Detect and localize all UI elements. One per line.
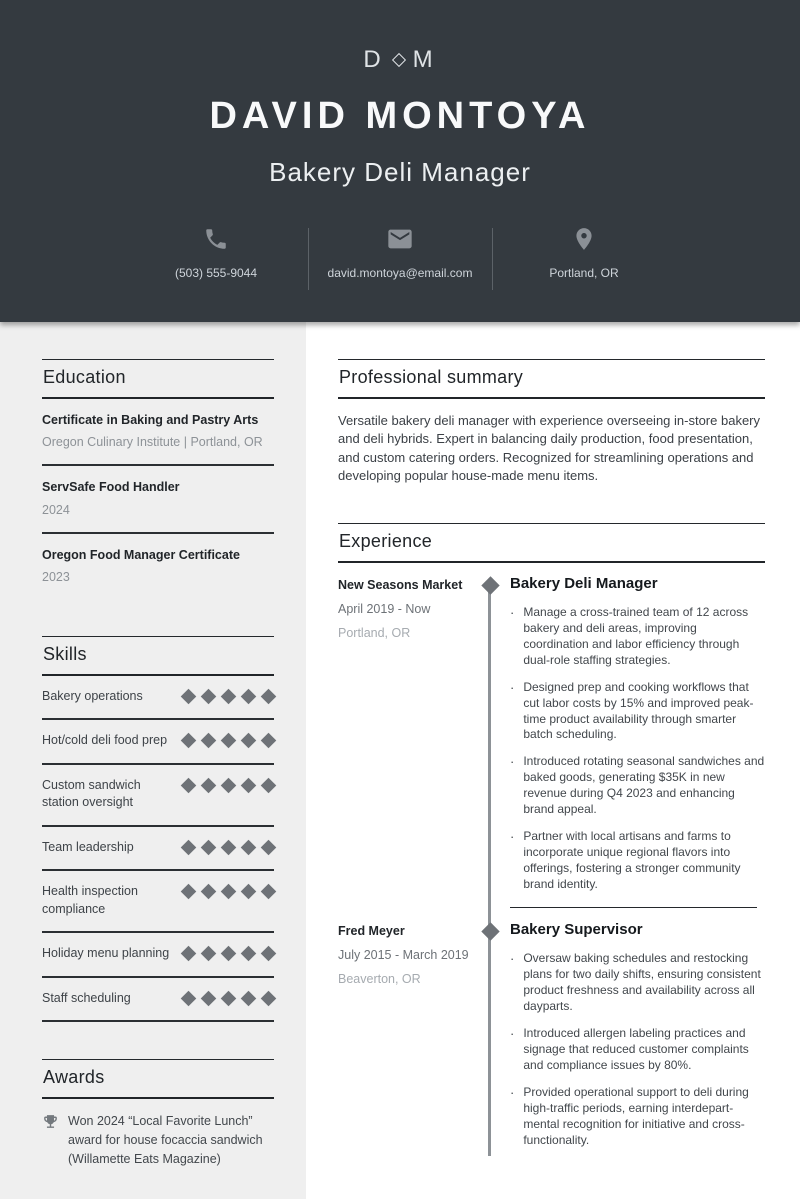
rating-diamond-icon bbox=[201, 990, 217, 1006]
job-company: Fred Meyer bbox=[338, 924, 405, 939]
bullet-text: Provided operational support to deli during high-traffic periods, earning interdepart-mental recognition for initiative and cross-functionality. bbox=[523, 1084, 749, 1147]
education-item-title: Oregon Food Manager Certificate bbox=[42, 547, 240, 562]
education-item-title: Certificate in Baking and Pastry Arts bbox=[42, 413, 259, 427]
monogram-left-letter: D bbox=[363, 46, 385, 73]
skill-label: Staff scheduling bbox=[42, 990, 131, 1005]
bullet-dot-icon: · bbox=[510, 754, 515, 770]
rating-diamond-icon bbox=[181, 839, 197, 855]
job-bullet bbox=[510, 605, 765, 669]
bullet-dot-icon: · bbox=[510, 679, 515, 695]
education-item-subtitle: Oregon Culinary Institute | Portland, OR bbox=[42, 435, 263, 450]
rating-diamond-icon bbox=[181, 733, 197, 749]
email-address: david.montoya@email.com bbox=[327, 266, 473, 280]
resume-header bbox=[0, 0, 800, 322]
summary-heading: Professional summary bbox=[339, 367, 524, 387]
resume-body bbox=[0, 322, 800, 1199]
award-item bbox=[42, 1099, 274, 1168]
awards-section bbox=[42, 1059, 274, 1168]
job-content bbox=[510, 922, 765, 1159]
skill-label: Bakery operations bbox=[42, 688, 143, 703]
contact-email bbox=[309, 224, 492, 290]
contact-phone bbox=[125, 224, 308, 290]
rating-diamond-icon bbox=[221, 777, 237, 793]
education-item bbox=[42, 534, 274, 599]
rating-diamond-icon bbox=[181, 777, 197, 793]
education-item bbox=[42, 466, 274, 533]
phone-icon bbox=[203, 224, 229, 254]
education-item-subtitle: 2023 bbox=[42, 569, 70, 584]
bullet-dot-icon: · bbox=[510, 829, 515, 845]
skill-row bbox=[42, 720, 274, 765]
rating-diamond-icon bbox=[221, 733, 237, 749]
skill-row bbox=[42, 933, 274, 978]
skill-row bbox=[42, 676, 274, 721]
job-entry bbox=[338, 922, 765, 1159]
summary-text: Versatile bakery deli manager with experience overseeing in-store bakery and deli hybrids. Expert in balancing daily production, food presentation, and custom catering orders. Recognized for streamlining operations and developing popular house-made menu items. bbox=[338, 413, 760, 484]
location-icon bbox=[571, 224, 597, 254]
skill-label: Custom sandwich station oversight bbox=[42, 777, 141, 810]
phone-number: (503) 555-9044 bbox=[174, 266, 258, 280]
bullet-dot-icon: · bbox=[510, 604, 515, 620]
contact-row bbox=[0, 224, 800, 290]
rating-diamond-icon bbox=[221, 884, 237, 900]
skill-row bbox=[42, 871, 274, 933]
job-separator-row bbox=[338, 904, 765, 922]
skill-rating bbox=[183, 990, 274, 1004]
job-bullet bbox=[510, 829, 765, 893]
monogram bbox=[0, 0, 800, 74]
rating-diamond-icon bbox=[261, 839, 277, 855]
award-text: Won 2024 “Local Favorite Lunch” award for house focaccia sandwich (Willamette Eats Magazine) bbox=[68, 1114, 263, 1166]
rating-diamond-icon bbox=[261, 946, 277, 962]
bullet-dot-icon: · bbox=[510, 951, 515, 967]
job-company: New Seasons Market bbox=[338, 577, 463, 592]
rating-diamond-icon bbox=[241, 688, 257, 704]
skill-row bbox=[42, 765, 274, 827]
location-text: Portland, OR bbox=[549, 266, 619, 280]
rating-diamond-icon bbox=[201, 884, 217, 900]
trophy-icon bbox=[42, 1112, 59, 1168]
timeline-diamond-icon bbox=[481, 576, 499, 594]
bullet-text: Designed prep and cooking workflows that cut labor costs by 15% and improved peak-time product availability through smarter batch scheduling. bbox=[523, 679, 754, 742]
job-dates: April 2019 - Now bbox=[338, 601, 431, 616]
rating-diamond-icon bbox=[181, 884, 197, 900]
skill-row bbox=[42, 827, 274, 872]
rating-diamond-icon bbox=[261, 884, 277, 900]
rating-diamond-icon bbox=[181, 688, 197, 704]
experience-section bbox=[338, 523, 765, 1160]
candidate-name: DAVID MONTOYA bbox=[209, 95, 591, 137]
timeline-node bbox=[470, 576, 510, 904]
skill-row bbox=[42, 978, 274, 1023]
skill-rating bbox=[183, 945, 274, 959]
bullet-text: Oversaw baking schedules and restocking plans for two daily shifts, ensuring consistent product freshness and availability across all dayparts. bbox=[523, 951, 761, 1013]
skill-label: Hot/cold deli food prep bbox=[42, 733, 168, 748]
rating-diamond-icon bbox=[221, 990, 237, 1006]
bullet-dot-icon: · bbox=[510, 1025, 515, 1041]
bullet-text: Introduced allergen labeling practices and signage that reduced customer complaints and compliance issues by 80%. bbox=[523, 1025, 749, 1072]
rating-diamond-icon bbox=[221, 839, 237, 855]
job-bullet bbox=[510, 1085, 765, 1149]
skill-label: Holiday menu planning bbox=[42, 946, 170, 961]
rating-diamond-icon bbox=[241, 946, 257, 962]
skill-label: Team leadership bbox=[42, 839, 134, 854]
awards-heading: Awards bbox=[43, 1067, 105, 1088]
timeline-diamond-icon bbox=[481, 922, 499, 940]
job-meta bbox=[338, 922, 470, 1159]
job-location: Beaverton, OR bbox=[338, 972, 421, 987]
education-section bbox=[42, 359, 274, 599]
job-meta bbox=[338, 576, 470, 904]
contact-location bbox=[493, 224, 676, 290]
skills-heading: Skills bbox=[43, 643, 87, 664]
diamond-outline-icon bbox=[392, 53, 406, 67]
skill-rating bbox=[183, 732, 274, 746]
skill-rating bbox=[183, 839, 274, 853]
rating-diamond-icon bbox=[241, 733, 257, 749]
rating-diamond-icon bbox=[261, 733, 277, 749]
job-entry bbox=[338, 576, 765, 904]
experience-timeline bbox=[338, 563, 765, 1160]
job-title: Bakery Supervisor bbox=[510, 921, 643, 939]
rating-diamond-icon bbox=[261, 990, 277, 1006]
bullet-text: Manage a cross-trained team of 12 across bakery and deli areas, improving coordination and labor efficiency through dual-role staffing strategies. bbox=[523, 604, 749, 667]
rating-diamond-icon bbox=[201, 839, 217, 855]
candidate-job-title: Bakery Deli Manager bbox=[269, 157, 531, 187]
rating-diamond-icon bbox=[201, 777, 217, 793]
rating-diamond-icon bbox=[241, 777, 257, 793]
education-item bbox=[42, 399, 274, 466]
rating-diamond-icon bbox=[241, 990, 257, 1006]
bullet-text: Partner with local artisans and farms to incorporate unique regional flavors into offerings, fostering a stronger community brand identity. bbox=[523, 829, 741, 892]
rating-diamond-icon bbox=[201, 688, 217, 704]
skill-rating bbox=[183, 688, 274, 702]
job-title: Bakery Deli Manager bbox=[510, 574, 658, 592]
main-column bbox=[306, 322, 800, 1199]
job-location: Portland, OR bbox=[338, 625, 411, 640]
rating-diamond-icon bbox=[201, 733, 217, 749]
job-bullet bbox=[510, 951, 765, 1015]
skills-section bbox=[42, 636, 274, 1023]
bullet-text: Introduced rotating seasonal sandwiches and baked goods, generating $35K in new revenue during Q4 2023 and enhancing brand appeal. bbox=[523, 754, 765, 817]
job-bullet bbox=[510, 754, 765, 818]
education-item-subtitle: 2024 bbox=[42, 502, 70, 517]
rating-diamond-icon bbox=[181, 946, 197, 962]
job-divider bbox=[510, 907, 757, 908]
rating-diamond-icon bbox=[241, 839, 257, 855]
job-bullet bbox=[510, 1026, 765, 1074]
sidebar bbox=[0, 322, 306, 1199]
bullet-dot-icon: · bbox=[510, 1084, 515, 1100]
summary-section bbox=[338, 359, 765, 486]
rating-diamond-icon bbox=[201, 946, 217, 962]
education-item-title: ServSafe Food Handler bbox=[42, 480, 180, 495]
job-bullet bbox=[510, 680, 765, 744]
timeline-node bbox=[470, 922, 510, 1159]
skill-rating bbox=[183, 777, 274, 791]
monogram-right-letter: M bbox=[412, 46, 437, 73]
experience-heading: Experience bbox=[339, 530, 433, 551]
skill-rating bbox=[183, 883, 274, 897]
rating-diamond-icon bbox=[181, 990, 197, 1006]
job-content bbox=[510, 576, 765, 904]
rating-diamond-icon bbox=[261, 777, 277, 793]
job-dates: July 2015 - March 2019 bbox=[338, 948, 469, 963]
education-heading: Education bbox=[43, 367, 126, 387]
rating-diamond-icon bbox=[261, 688, 277, 704]
rating-diamond-icon bbox=[221, 688, 237, 704]
rating-diamond-icon bbox=[221, 946, 237, 962]
skill-label: Health inspection compliance bbox=[42, 884, 138, 916]
rating-diamond-icon bbox=[241, 884, 257, 900]
mail-icon bbox=[386, 224, 414, 254]
